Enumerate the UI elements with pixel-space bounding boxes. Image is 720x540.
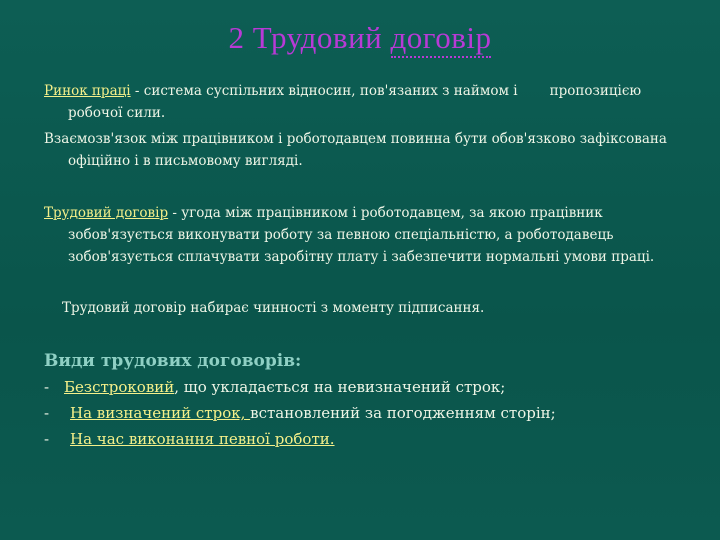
link-indefinite[interactable]: Безстроковий	[64, 378, 175, 396]
list-item: - Безстроковий, що укладається на невизначений строк;	[44, 378, 506, 396]
term-labor-contract: Трудовий договір	[44, 205, 169, 221]
list-item: - На час виконання певної роботи.	[44, 430, 335, 448]
paragraph-labor-contract	[44, 202, 684, 268]
types-heading: Види трудових договорів:	[44, 351, 302, 371]
paragraph-labor-market	[44, 80, 684, 124]
list-item: - На визначений строк, встановлений за погодженням сторін;	[44, 404, 556, 422]
p1-line1-text: - система суспільних відносин, пов'язаних з наймом і	[130, 83, 518, 99]
p1-line1-end: пропозицією	[549, 83, 642, 99]
link-fixed-term[interactable]: На визначений строк,	[70, 404, 251, 422]
link-task-duration[interactable]: На час виконання певної роботи.	[70, 430, 335, 448]
paragraph-relationship	[44, 128, 684, 172]
p1-line2: робочої сили.	[68, 105, 166, 121]
p3-line1-text: - угода між працівником і роботодавцем, за якою працівник	[168, 205, 603, 221]
paragraph-effective: Трудовий договір набирає чинності з моменту підписання.	[62, 300, 485, 316]
title-part1: 2 Трудовий	[228, 20, 391, 55]
slide-title	[0, 20, 720, 56]
p2-line1: Взаємозв'язок між працівником і роботодавцем повинна бути обов'язково зафіксована	[44, 131, 667, 147]
term-labor-market: Ринок праці	[44, 83, 131, 99]
p3-line2: зобов'язується виконувати роботу за певною спеціальністю, а роботодавець	[68, 227, 614, 243]
p3-line3: зобов'язується сплачувати заробітну плату і забезпечити нормальні умови праці.	[68, 249, 655, 265]
contract-types	[44, 348, 684, 452]
title-part2: договір	[391, 20, 492, 58]
p2-line2: офіційно і в письмовому вигляді.	[68, 153, 303, 169]
